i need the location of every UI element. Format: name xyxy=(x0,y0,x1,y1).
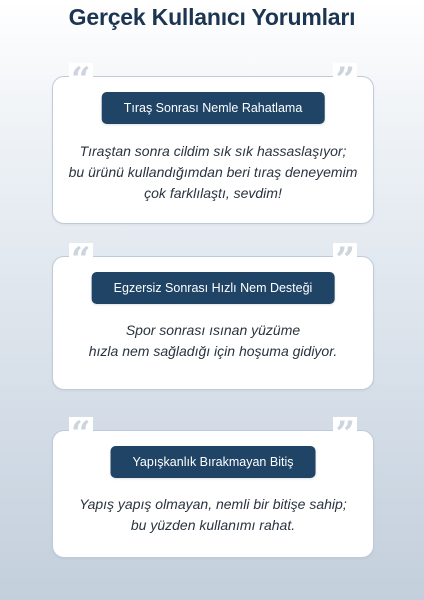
review-text-line: hızla nem sağladığı için hoşuma gidiyor. xyxy=(88,343,338,359)
page-title: Gerçek Kullanıcı Yorumları xyxy=(68,4,356,30)
review-text-line: Tıraştan sonra cildim sık sık hassaslaşıyor; xyxy=(79,143,347,159)
review-card xyxy=(52,243,374,390)
review-text xyxy=(63,141,363,204)
open-quote-icon: “ xyxy=(71,63,91,89)
open-quote-icon: “ xyxy=(71,417,91,443)
review-text-line: bu ürünü kullandığımdan beri tıraş deneyemim xyxy=(68,164,358,180)
review-title-badge: Tıraş Sonrası Nemle Rahatlama xyxy=(102,92,325,124)
review-text xyxy=(63,494,363,536)
review-title-badge: Egzersiz Sonrası Hızlı Nem Desteği xyxy=(92,272,335,304)
review-title-badge: Yapışkanlık Bırakmayan Bitiş xyxy=(111,446,316,478)
review-text xyxy=(63,320,363,362)
close-quote-icon: ” xyxy=(335,63,355,89)
review-text-line: Spor sonrası ısınan yüzüme xyxy=(125,322,301,338)
open-quote-icon: “ xyxy=(71,243,91,269)
close-quote-icon: ” xyxy=(335,243,355,269)
review-text-line: Yapış yapış olmayan, nemli bir bitişe sahip; xyxy=(79,496,347,512)
review-text-line: bu yüzden kullanımı rahat. xyxy=(130,517,296,533)
review-card xyxy=(52,63,374,224)
review-text-line: çok farklılaştı, sevdim! xyxy=(144,185,282,201)
review-card xyxy=(52,417,374,558)
close-quote-icon: ” xyxy=(335,417,355,443)
